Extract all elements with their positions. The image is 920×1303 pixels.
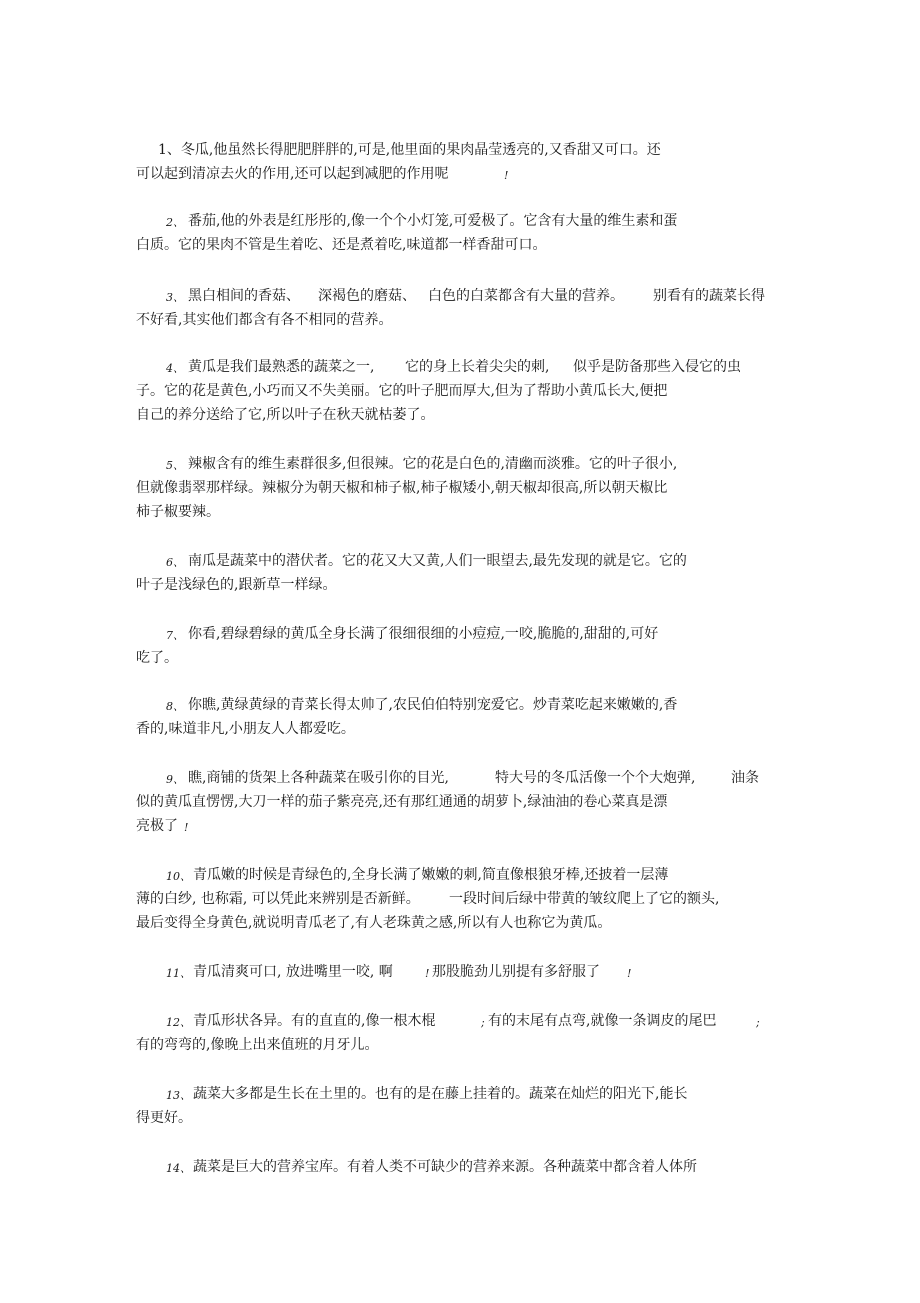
paragraph-10-line-2: 薄的白纱, 也称霜, 可以凭此来辨别是否新鲜。 xyxy=(136,891,420,907)
paragraph-12-line-2: 有的弯弯的,像晚上出来值班的月牙儿。 xyxy=(136,1037,379,1053)
paragraph-11-segment-2: 那股脆劲儿别提有多舒服了 xyxy=(432,964,600,980)
paragraph-12-segment-1: 青瓜形状各异。有的直直的,像一根木棍 xyxy=(193,1013,436,1029)
paragraph-10-number: 10、 xyxy=(166,870,191,883)
paragraph-9-segment-1: 瞧,商铺的货架上各种蔬菜在吸引你的目光, xyxy=(188,770,449,786)
paragraph-6-line-2: 叶子是浅绿色的,跟新草一样绿。 xyxy=(136,577,337,593)
paragraph-2-line-2: 白质。它的果肉不管是生着吃、还是煮着吃,味道都一样香甜可口。 xyxy=(136,237,547,253)
paragraph-11-exclamation-2: ! xyxy=(627,967,632,980)
paragraph-4-segment-2: 它的身上长着尖尖的刺, xyxy=(405,359,550,375)
paragraph-12-semicolon-2: ; xyxy=(756,1016,760,1029)
paragraph-3-segment-4: 别看有的蔬菜长得 xyxy=(653,288,765,304)
paragraph-6-number: 6、 xyxy=(166,556,184,569)
paragraph-9-segment-3: 油条 xyxy=(731,770,759,786)
paragraph-4-line-3: 自己的养分送给了它,所以叶子在秋天就枯萎了。 xyxy=(136,407,435,423)
paragraph-12-segment-2: 有的末尾有点弯,就像一条调皮的尾巴 xyxy=(488,1013,717,1029)
paragraph-13-line-2: 得更好。 xyxy=(136,1110,192,1126)
paragraph-7-line-1: 你看,碧绿碧绿的黄瓜全身长满了很细很细的小痘痘,一咬,脆脆的,甜甜的,可好 xyxy=(188,626,659,642)
paragraph-10-line-3: 最后变得全身黄色,就说明青瓜老了,有人老珠黄之感,所以有人也称它为黄瓜。 xyxy=(136,915,612,931)
paragraph-9-number: 9、 xyxy=(166,773,184,786)
paragraph-3-line-2: 不好看,其实他们都含有各不相同的营养。 xyxy=(136,312,393,328)
paragraph-9-segment-2: 特大号的冬瓜活像一个个大炮弹, xyxy=(495,770,696,786)
paragraph-4-segment-1: 黄瓜是我们最熟悉的蔬菜之一, xyxy=(188,359,375,375)
paragraph-9-line-3: 亮极了 xyxy=(136,818,178,834)
paragraph-9-exclamation: ! xyxy=(184,821,189,834)
paragraph-1-exclamation: ! xyxy=(504,169,509,182)
paragraph-12-semicolon-1: ; xyxy=(481,1016,485,1029)
paragraph-5-line-3: 柿子椒要辣。 xyxy=(136,504,220,520)
paragraph-3-segment-2: 深褐色的磨菇、 xyxy=(318,288,416,304)
paragraph-13-number: 13、 xyxy=(166,1089,191,1102)
paragraph-11-segment-1: 青瓜清爽可口, 放进嘴里一咬, 啊 xyxy=(193,964,393,980)
paragraph-10-line-2-segment-2: 一段时间后绿中带黄的皱纹爬上了它的额头, xyxy=(449,891,720,907)
paragraph-13-line-1: 蔬菜大多都是生长在土里的。也有的是在藤上挂着的。蔬菜在灿烂的阳光下,能长 xyxy=(193,1086,688,1102)
paragraph-5-line-1: 辣椒含有的维生素群很多,但很辣。它的花是白色的,清幽而淡雅。它的叶子很小, xyxy=(188,456,678,472)
paragraph-5-number: 5、 xyxy=(166,459,184,472)
paragraph-9-line-2: 似的黄瓜直愣愣,大刀一样的茄子紫亮亮,还有那红通通的胡萝卜,绿油油的卷心菜真是漂 xyxy=(136,794,668,810)
paragraph-4-segment-3: 似乎是防备那些入侵它的虫 xyxy=(573,359,741,375)
paragraph-2-number: 2、 xyxy=(166,216,184,229)
paragraph-5-line-2: 但就像翡翠那样绿。辣椒分为朝天椒和柿子椒,柿子椒矮小,朝天椒却很高,所以朝天椒比 xyxy=(136,480,668,496)
paragraph-4-number: 4、 xyxy=(166,362,184,375)
paragraph-7-line-2: 吃了。 xyxy=(136,650,178,666)
paragraph-10-line-1: 青瓜嫩的时候是青绿色的,全身长满了嫩嫩的刺,简直像根狼牙棒,还披着一层薄 xyxy=(193,867,669,883)
paragraph-8-line-1: 你瞧,黄绿黄绿的青菜长得太帅了,农民伯伯特别宠爱它。炒青菜吃起来嫩嫩的,香 xyxy=(188,697,678,713)
paragraph-8-number: 8、 xyxy=(166,700,184,713)
paragraph-3-segment-3: 白色的白菜都含有大量的营养。 xyxy=(428,288,624,304)
paragraph-3-segment-1: 黑白相间的香菇、 xyxy=(188,288,300,304)
paragraph-12-number: 12、 xyxy=(166,1016,191,1029)
paragraph-2-line-1: 番茄,他的外表是红彤彤的,像一个个小灯笼,可爱极了。它含有大量的维生素和蛋 xyxy=(188,213,678,229)
paragraph-1-line-1: 1、冬瓜,他虽然长得肥肥胖胖的,可是,他里面的果肉晶莹透亮的,又香甜又可口。还 xyxy=(158,142,661,158)
paragraph-7-number: 7、 xyxy=(166,629,184,642)
paragraph-6-line-1: 南瓜是蔬菜中的潜伏者。它的花又大又黄,人们一眼望去,最先发现的就是它。它的 xyxy=(188,553,687,569)
paragraph-8-line-2: 香的,味道非凡,小朋友人人都爱吃。 xyxy=(136,721,355,737)
paragraph-4-line-2: 子。它的花是黄色,小巧而又不失美丽。它的叶子肥而厚大,但为了帮助小黄瓜长大,便把 xyxy=(136,383,668,399)
paragraph-1-line-2: 可以起到清凉去火的作用,还可以起到减肥的作用呢 xyxy=(136,166,449,182)
paragraph-11-exclamation-1: ! xyxy=(425,967,430,980)
paragraph-14-line-1: 蔬菜是巨大的营养宝库。有着人类不可缺少的营养来源。各种蔬菜中都含着人体所 xyxy=(193,1159,697,1175)
paragraph-14-number: 14、 xyxy=(166,1162,191,1175)
paragraph-3-number: 3、 xyxy=(166,291,184,304)
paragraph-11-number: 11、 xyxy=(166,967,191,980)
